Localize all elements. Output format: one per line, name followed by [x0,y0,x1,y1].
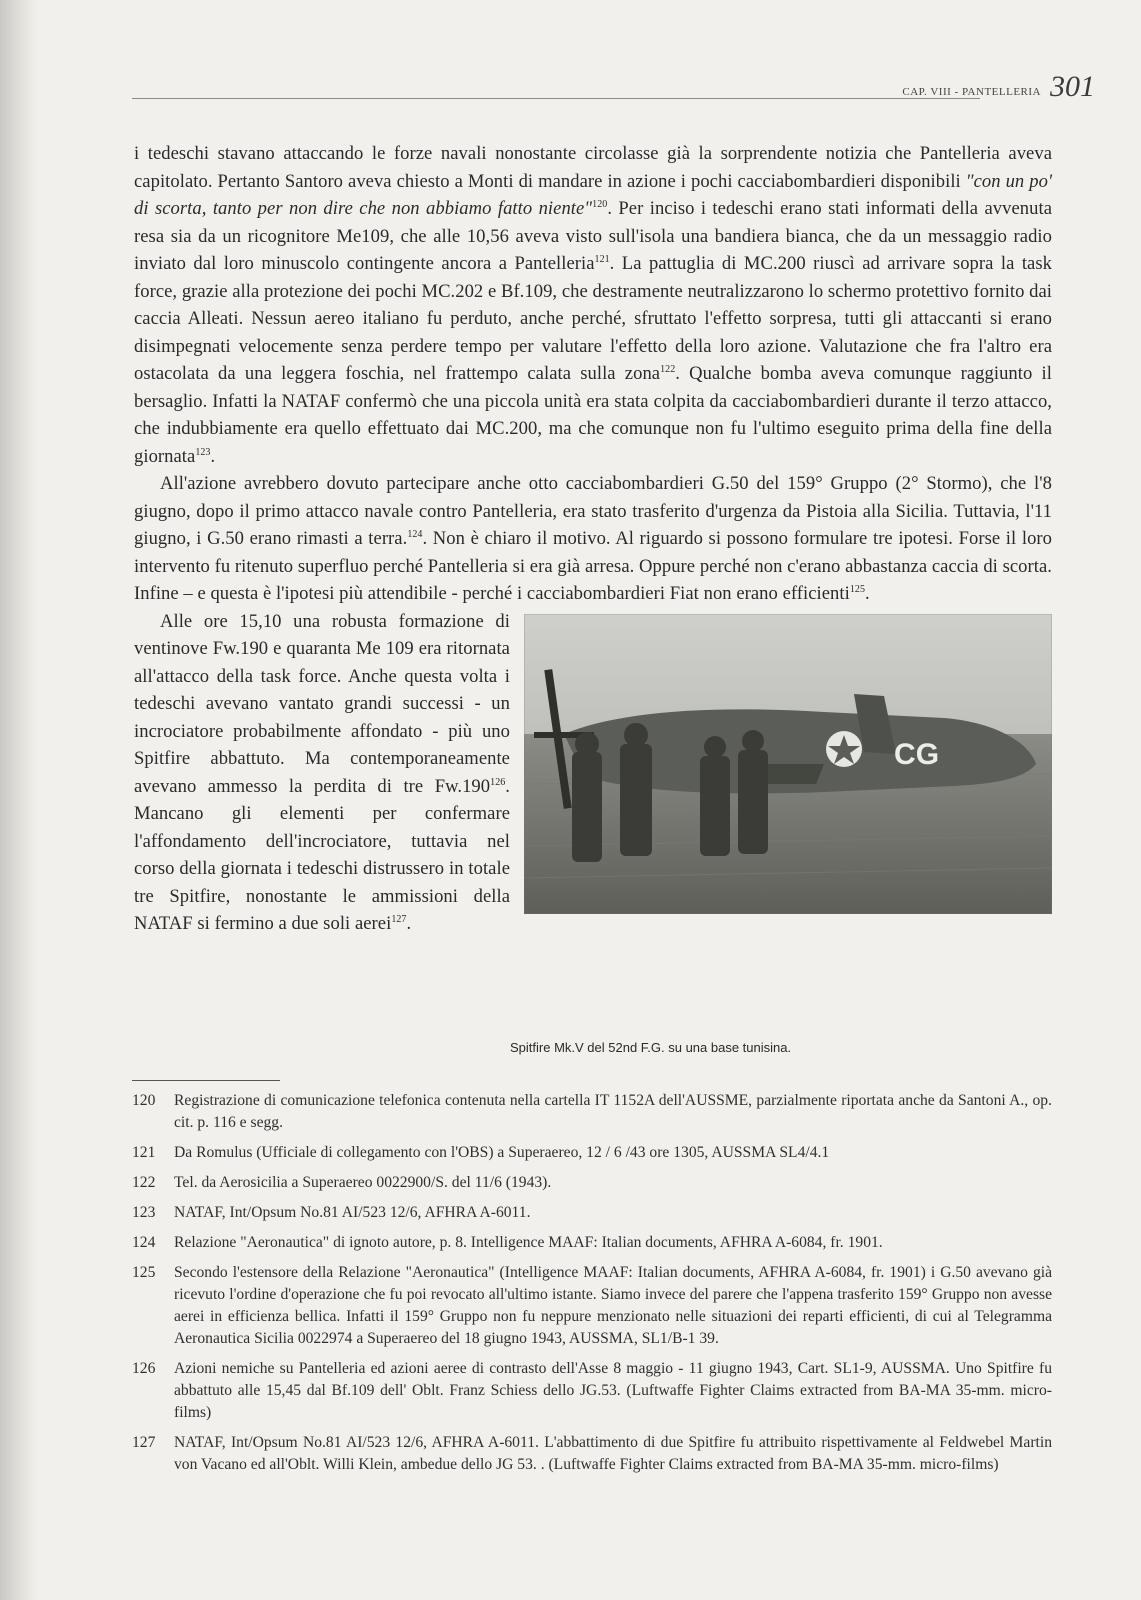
text-run: . Per inciso i tedeschi erano stati informati della avvenuta resa sia da un ricognitore Me109, che alle 10,56 aveva visto sull'isola una bandiera bianca, che da un messaggio radio inviato dal loro minuscolo contingente ancora a Pantelleria [134,198,1052,274]
text-run: All'azione avrebbero dovuto partecipare anche otto cacciabombardieri G.50 del 159° Gruppo (2° Stormo), che l'8 giugno, dopo il primo attacco navale contro Pantelleria, era stato trasferito d'urgenza da Pistoia alla Sicilia. Tuttavia, l'11 giugno, i G.50 erano rimasti a terra. [134,473,1052,549]
footnote-ref[interactable]: 127 [391,913,407,925]
quote-italic: "con un po' di scorta, tanto per non dire che non abbiamo fatto niente" [134,170,1052,219]
text-run: . [865,583,870,604]
footnote-120 [132,1090,1052,1134]
footnote-number: 122 [132,1174,156,1191]
footnote-ref[interactable]: 123 [195,446,211,458]
text-run: . [210,445,216,467]
footnote-123 [132,1202,1052,1224]
running-head: CAP. VIII - PANTELLERIA [902,86,1041,98]
page-gutter-shadow [0,0,38,1600]
footnote-number: 127 [132,1434,156,1451]
footnote-text: Secondo l'estensore della Relazione "Aeronautica" (Intelligence MAAF: Italian documents, AFHRA A-6084, fr. 1901) i G.50 avevano già ricevuto l'ordine d'operazione che fu poi revocato all'ultimo istante. Siamo invece del parere che l'appena trasferito 159° Gruppo non avesse aerei in efficienza bellica. Infatti il 159° Gruppo non fu neppure menzionato nelle situazioni dei reparti efficienti, di cui al Telegramma Aeronautica Sicilia 0022974 a Superaereo del 18 giugno 1943, AUSSMA, SL1/B-1 39. [174,1264,1052,1347]
footnote-ref[interactable]: 121 [594,253,610,265]
footnote-number: 124 [132,1234,156,1251]
text-run: . [406,913,412,934]
footnote-125 [132,1262,1052,1350]
footnote-121 [132,1142,1052,1164]
paragraph-3 [134,608,1052,938]
footnote-text: Azioni nemiche su Pantelleria ed azioni aeree di contrasto dell'Asse 8 maggio - 11 giugno 1943, Cart. SL1-9, AUSSMA. Uno Spitfire fu abbattuto alle 15,45 dal Bf.109 dell' Oblt. Franz Schiess dello JG.53. (Luftwaffe Fighter Claims extracted from BA-MA 35-mm. micro-films) [174,1360,1052,1421]
footnote-number: 125 [132,1264,156,1281]
footnote-124 [132,1232,1052,1254]
text-run: . Qualche bomba aveva comunque raggiunto il bersaglio. Infatti la NATAF confermò che una piccola unità era stata colpita da cacciabombardieri durante il terzo attacco, che indubbiamente era quello effettuato dai MC.200, ma che comunque non fu l'ultimo eseguito prima della fine della giornata [134,363,1052,467]
header-rule [132,98,980,99]
footnote-number: 126 [132,1360,156,1377]
footnote-text: Registrazione di comunicazione telefonica contenuta nella cartella IT 1152A dell'AUSSME, parzialmente riportata anche da Santoni A., op. cit. p. 116 e segg. [174,1092,1052,1131]
text-run: . Mancano gli elementi per confermare l'affondamento dell'incrociatore, tuttavia nel corso della giornata i tedeschi distrussero in totale tre Spitfire, nonostante le ammissioni della NATAF si fermino a due soli aerei [134,775,510,934]
footnotes [132,1090,1052,1484]
footnote-ref[interactable]: 120 [592,198,608,210]
footnote-number: 120 [132,1092,156,1109]
footnote-rule [132,1080,280,1081]
photo-caption: Spitfire Mk.V del 52nd F.G. su una base tunisina. [510,1040,792,1055]
text-run: . La pattuglia di MC.200 riuscì ad arrivare sopra la task force, grazie alla protezione dei pochi MC.202 e Bf.109, che destramente neutralizzarono lo schermo protettivo fornito dai caccia Alleati. Nessun aereo italiano fu perduto, anche perché, sfruttato l'effetto sorpresa, tutti gli attaccanti si erano disimpegnati velocemente senza perdere tempo per valutare l'effetto della loro azione. Valutazione che fra l'altro era ostacolata da una leggera foschia, nel frattempo calata sulla zona [134,253,1052,384]
fuselage-code-text: CG [894,737,940,771]
footnote-ref[interactable]: 125 [849,583,865,595]
footnote-text: Relazione "Aeronautica" di ignoto autore, p. 8. Intelligence MAAF: Italian documents, AFHRA A-6084, fr. 1901. [174,1234,883,1251]
footnote-number: 123 [132,1204,156,1221]
footnote-number: 121 [132,1144,156,1161]
spitfire-photo [524,614,1052,914]
footnote-122 [132,1172,1052,1194]
text-run: . Non è chiaro il motivo. Al riguardo si possono formulare tre ipotesi. Forse il loro intervento fu ritenuto superfluo perché Pantelleria si era già arresa. Oppure perché non c'erano abbastanza caccia di scorta. Infine – e questa è l'ipotesi più attendibile - perché i cacciabombardieri Fiat non erano efficienti [134,528,1053,604]
footnote-text: Tel. da Aerosicilia a Superaereo 0022900/S. del 11/6 (1943). [174,1174,552,1191]
footnote-ref[interactable]: 122 [660,363,676,375]
footnote-126 [132,1358,1052,1424]
paragraph-1 [134,140,1052,470]
footnote-ref[interactable]: 124 [407,528,423,540]
text-run: i tedeschi stavano attaccando le forze navali nonostante circolasse già la sorprendente notizia che Pantelleria aveva capitolato. Pertanto Santoro aveva chiesto a Monti di mandare in azione i pochi cacciabombardieri disponibili [134,143,1052,192]
page-number: 301 [1050,70,1095,103]
text-run: Alle ore 15,10 una robusta formazione di ventinove Fw.190 e quaranta Me 109 era ritornata all'attacco della task force. Anche questa volta i tedeschi avevano vantato grandi successi - un incrociatore probabilmente affondato - più uno Spitfire abbattuto. Ma contemporaneamente avevano ammesso la perdita di tre Fw.190 [134,610,510,797]
footnote-ref[interactable]: 126 [490,776,506,788]
body-text [134,140,1052,938]
footnote-text: NATAF, Int/Opsum No.81 AI/523 12/6, AFHRA A-6011. [174,1204,531,1221]
footnote-127 [132,1432,1052,1476]
photo-container [524,614,1052,914]
footnote-text: Da Romulus (Ufficiale di collegamento con l'OBS) a Superaereo, 12 / 6 /43 ore 1305, AUSSMA SL4/4.1 [174,1144,830,1161]
footnote-text: NATAF, Int/Opsum No.81 AI/523 12/6, AFHRA A-6011. L'abbattimento di due Spitfire fu attribuito rispettivamente al Feldwebel Martin von Vacano ed all'Oblt. Willi Klein, ambedue dello JG 53. . (Luftwaffe Fighter Claims extracted from BA-MA 35-mm. micro-films) [174,1434,1052,1473]
paragraph-2 [134,470,1052,608]
